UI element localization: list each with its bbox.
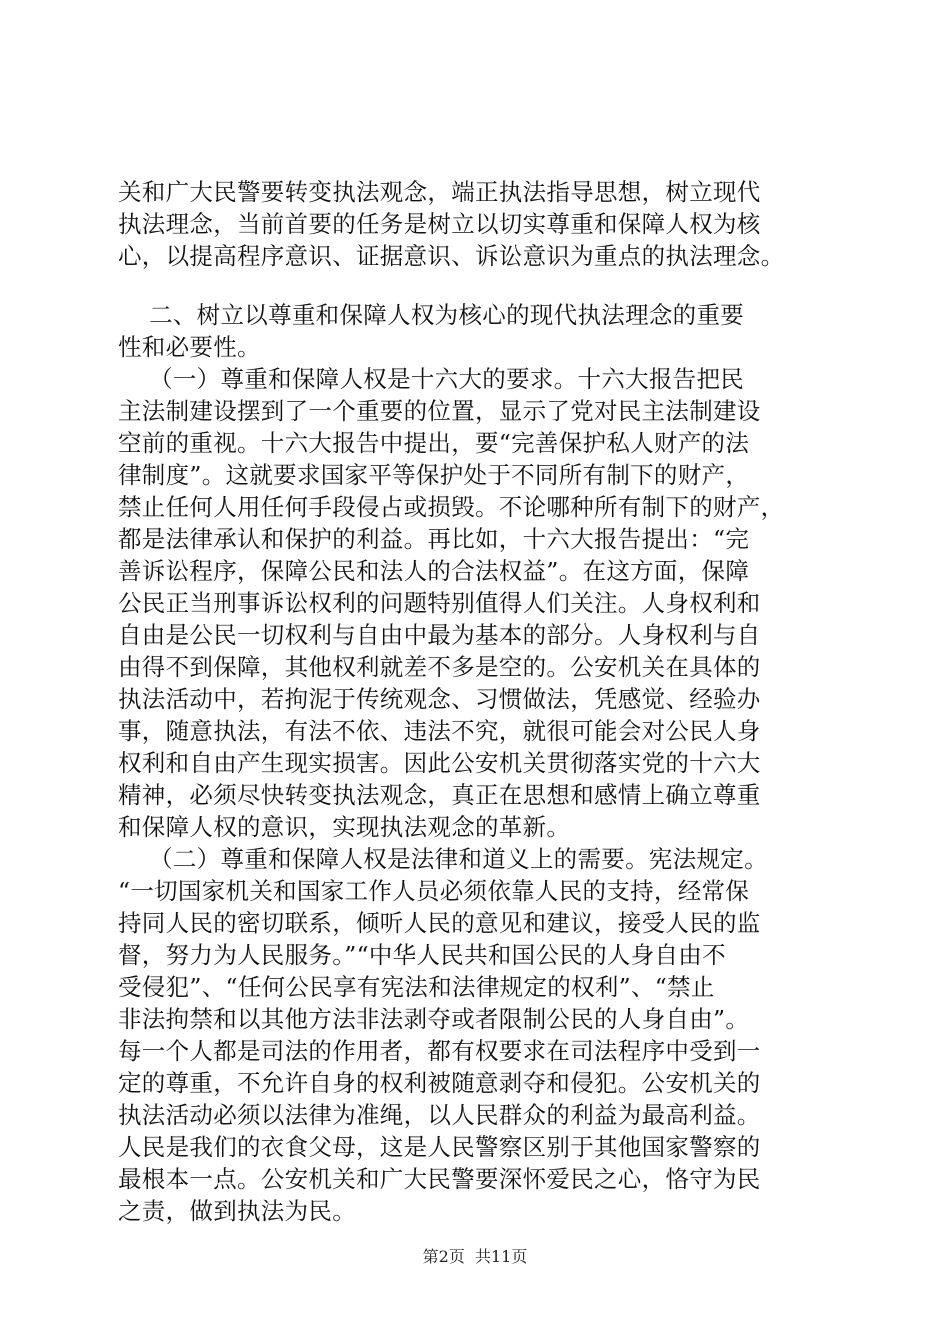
paragraph-line: 执法活动中，若拘泥于传统观念、习惯做法，凭感觉、经验办 <box>118 685 761 713</box>
paragraph-line: 由得不到保障，其他权利就差不多是空的。公安机关在具体的 <box>118 653 761 681</box>
section-heading-line: 性和必要性。 <box>118 333 261 361</box>
paragraph-line: 每一个人都是司法的作用者，都有权要求在司法程序中受到一 <box>118 1037 761 1065</box>
intro-paragraph <box>118 176 838 272</box>
paragraph-line: 律制度”。这就要求国家平等保护处于不同所有制下的财产， <box>118 461 750 489</box>
paragraph-line: “一切国家机关和国家工作人员必须依靠人民的支持，经常保 <box>118 877 750 905</box>
intro-line: 执法理念，当前首要的任务是树立以切实尊重和保障人权为核 <box>118 210 761 238</box>
paragraph-line: （一）尊重和保障人权是十六大的要求。十六大报告把民 <box>118 365 745 393</box>
paragraph-line: 人民是我们的衣食父母，这是人民警察区别于其他国家警察的 <box>118 1133 761 1161</box>
paragraph-line: 主法制建设摆到了一个重要的位置，显示了党对民主法制建设 <box>118 397 761 425</box>
paragraph-line: 都是法律承认和保护的利益。再比如，十六大报告提出：“完 <box>118 525 750 553</box>
paragraph-line: 权利和自由产生现实损害。因此公安机关贯彻落实党的十六大 <box>118 749 761 777</box>
page-indicator: 第2页 共11页 <box>422 1247 528 1266</box>
paragraph-line: 受侵犯”、“任何公民享有宪法和法律规定的权利”、“禁止 <box>118 973 715 1001</box>
paragraph-line: 禁止任何人用任何手段侵占或损毁。不论哪种所有制下的财产， <box>118 493 785 521</box>
paragraph-line: （二）尊重和保障人权是法律和道义上的需要。宪法规定。 <box>118 845 768 873</box>
section-heading <box>118 299 838 363</box>
paragraph-line: 最根本一点。公安机关和广大民警要深怀爱民之心，恪守为民 <box>118 1165 761 1193</box>
paragraph-line: 和保障人权的意识，实现执法观念的革新。 <box>118 813 571 841</box>
paragraph-one <box>118 363 838 843</box>
paragraph-line: 事，随意执法，有法不依、违法不究，就很可能会对公民人身 <box>118 717 761 745</box>
paragraph-line: 公民正当刑事诉讼权利的问题特别值得人们关注。人身权利和 <box>118 589 761 617</box>
paragraph-two <box>118 843 838 1227</box>
paragraph-line: 非法拘禁和以其他方法非法剥夺或者限制公民的人身自由”。 <box>118 1005 750 1033</box>
paragraph-line: 执法活动必须以法律为准绳，以人民群众的利益为最高利益。 <box>118 1101 761 1129</box>
paragraph-line: 之责，做到执法为民。 <box>118 1197 356 1225</box>
intro-line: 心，以提高程序意识、证据意识、诉讼意识为重点的执法理念。 <box>118 242 785 270</box>
paragraph-line: 定的尊重，不允许自身的权利被随意剥夺和侵犯。公安机关的 <box>118 1069 761 1097</box>
paragraph-line: 空前的重视。十六大报告中提出，要“完善保护私人财产的法 <box>118 429 750 457</box>
paragraph-line: 精神，必须尽快转变执法观念，真正在思想和感情上确立尊重 <box>118 781 761 809</box>
paragraph-line: 善诉讼程序，保障公民和法人的合法权益”。在这方面，保障 <box>118 557 750 585</box>
intro-line: 关和广大民警要转变执法观念，端正执法指导思想，树立现代 <box>118 178 761 206</box>
paragraph-line: 持同人民的密切联系，倾听人民的意见和建议，接受人民的监 <box>118 909 761 937</box>
paragraph-line: 自由是公民一切权利与自由中最为基本的部分。人身权利与自 <box>118 621 761 649</box>
paragraph-line: 督，努力为人民服务。”“中华人民共和国公民的人身自由不 <box>118 941 726 969</box>
page-footer <box>0 1247 950 1267</box>
section-heading-line: 二、树立以尊重和保障人权为核心的现代执法理念的重要 <box>118 301 745 329</box>
